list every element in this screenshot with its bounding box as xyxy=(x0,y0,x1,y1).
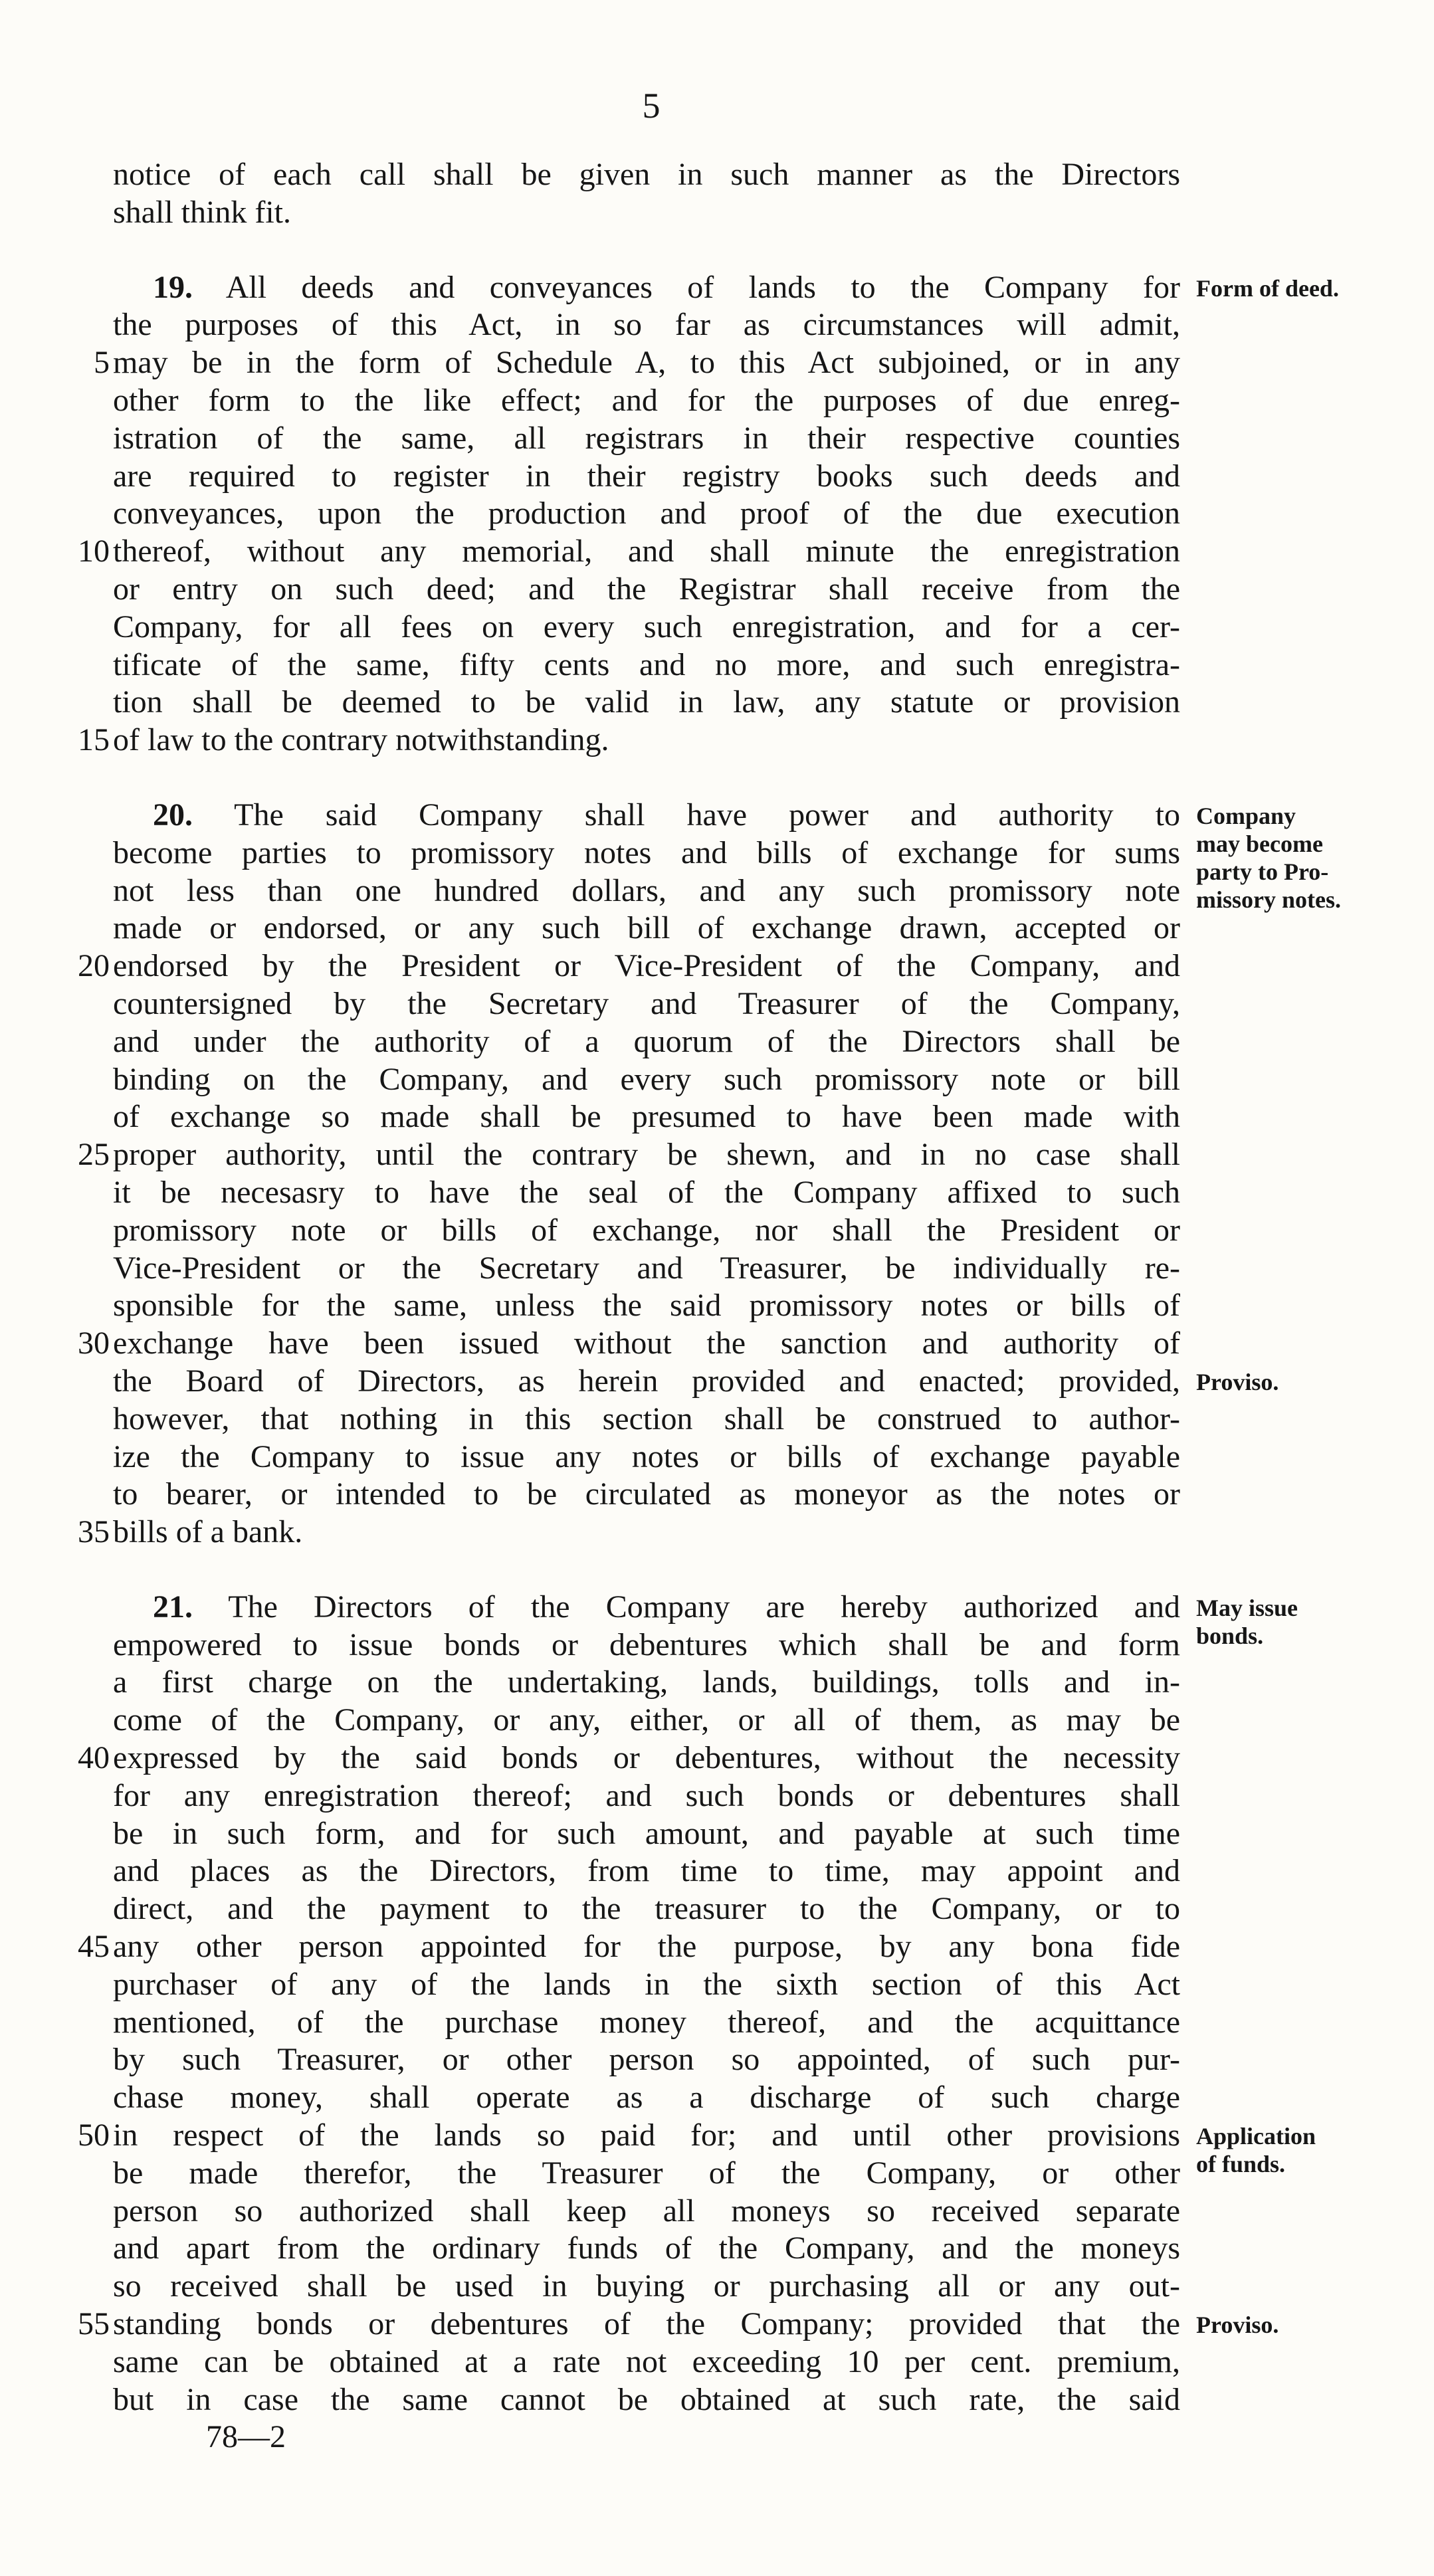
line-number: 15 xyxy=(78,722,110,758)
line-number: 50 xyxy=(78,2118,110,2153)
body-text xyxy=(0,156,1434,2456)
line-number: 35 xyxy=(78,1514,110,1550)
marginal-note-form-of-deed: Form of deed. xyxy=(1196,274,1339,302)
text-line: empowered to issue bonds or debentures which shall be and form xyxy=(113,1627,1180,1662)
text-line: conveyances, upon the production and proof of the due execution xyxy=(113,496,1180,532)
text-line: istration of the same, all registrars in their respective counties xyxy=(113,420,1180,456)
text-line: tion shall be deemed to be valid in law, any statute or provision xyxy=(113,684,1180,720)
text-line: come of the Company, or any, either, or all of them, as may be xyxy=(113,1702,1180,1738)
text-line: of exchange so made shall be presumed to have been made with xyxy=(113,1099,1180,1135)
signature-line xyxy=(0,2419,1434,2456)
line-number: 25 xyxy=(78,1137,110,1173)
text-line: shall think fit. xyxy=(113,194,291,230)
text-line: become parties to promissory notes and bills of exchange for sums xyxy=(113,835,1180,870)
text-line: not less than one hundred dollars, and any such promissory note xyxy=(113,872,1180,908)
text-line: to bearer, or intended to be circulated as moneyor as the notes or xyxy=(113,1476,1180,1512)
section-number: 20. xyxy=(153,797,193,833)
text-line: promissory note or bills of exchange, nor shall the President or xyxy=(113,1212,1180,1248)
page-number: 5 xyxy=(642,86,661,126)
line-number: 10 xyxy=(78,534,110,569)
text-line: binding on the Company, and every such promissory note or bill xyxy=(113,1061,1180,1097)
text-line: same can be obtained at a rate not exceeding 10 per cent. premium, xyxy=(113,2343,1180,2379)
text-line: 20 endorsed by the President or Vice-President of the Company, and xyxy=(0,947,1434,985)
section-number: 21. xyxy=(153,1589,193,1625)
text-line: and apart from the ordinary funds of the Company, and the moneys xyxy=(113,2230,1180,2266)
text-line: Vice-President or the Secretary and Treasurer, be individually re- xyxy=(113,1250,1180,1286)
text-line: person so authorized shall keep all moneys so received separate xyxy=(113,2193,1180,2229)
text-line: ize the Company to issue any notes or bills of exchange payable xyxy=(113,1438,1180,1474)
text-line: purchaser of any of the lands in the sixth section of this Act xyxy=(113,1966,1180,2002)
line-number: 5 xyxy=(94,345,110,381)
section-21-heading: 21. The Directors of the Company are hereby authorized and May issue bonds. xyxy=(0,1589,1434,1627)
line-number: 40 xyxy=(78,1740,110,1776)
text-line: 10 thereof, without any memorial, and shall minute the enregistration xyxy=(0,533,1434,571)
line-number: 55 xyxy=(78,2306,110,2342)
section-number: 19. xyxy=(153,269,193,305)
text-line: notice of each call shall be given in such manner as the Directors xyxy=(113,157,1180,192)
marginal-note-may-issue-bonds: May issue bonds. xyxy=(1196,1594,1298,1649)
printer-signature: 78—2 xyxy=(206,2419,286,2455)
text-line: but in case the same cannot be obtained at such rate, the said xyxy=(113,2381,1180,2417)
text-line: 35 bills of a bank. xyxy=(0,1514,1434,1551)
text-line: Company, for all fees on every such enregistration, and for a cer- xyxy=(113,609,1180,644)
text-line: be in such form, and for such amount, and payable at such time xyxy=(113,1815,1180,1851)
text-line: 45 any other person appointed for the purpose, by any bona fide xyxy=(0,1928,1434,1966)
text-line: 50 in respect of the lands so paid for; and until other provisions Application of funds. xyxy=(0,2117,1434,2155)
text-line: or entry on such deed; and the Registrar shall receive from the xyxy=(113,571,1180,607)
marginal-note-application-of-funds: Application of funds. xyxy=(1196,2123,1316,2178)
marginal-note-proviso: Proviso. xyxy=(1196,1368,1279,1395)
text-line: 55 standing bonds or debentures of the Company; provided that the Proviso. xyxy=(0,2306,1434,2343)
text-line: and under the authority of a quorum of the Directors shall be xyxy=(113,1023,1180,1059)
marginal-note-promissory-notes: Company may become party to Pro- missory notes. xyxy=(1196,802,1341,913)
line-number: 20 xyxy=(78,948,110,984)
text-line: are required to register in their registry books such deeds and xyxy=(113,458,1180,494)
text-line: however, that nothing in this section shall be construed to author- xyxy=(113,1401,1180,1437)
text-line: a first charge on the undertaking, lands, buildings, tolls and in- xyxy=(113,1664,1180,1700)
section-20-heading: 20. The said Company shall have power and authority to Company may become party to Pro- missory notes. xyxy=(0,797,1434,835)
text-line: 40 expressed by the said bonds or debentures, without the necessity xyxy=(0,1739,1434,1777)
text-line: the Board of Directors, as herein provided and enacted; provided, Proviso. xyxy=(0,1363,1434,1401)
text-line: chase money, shall operate as a discharge of such charge xyxy=(113,2080,1180,2116)
text-line: tificate of the same, fifty cents and no more, and such enregistra- xyxy=(113,646,1180,682)
line-number: 45 xyxy=(78,1929,110,1965)
text-line: direct, and the payment to the treasurer to the Company, or to xyxy=(113,1891,1180,1927)
text-line: and places as the Directors, from time to time, may appoint and xyxy=(113,1853,1180,1889)
text-line: made or endorsed, or any such bill of exchange drawn, accepted or xyxy=(113,910,1180,946)
text-line: sponsible for the same, unless the said promissory notes or bills of xyxy=(113,1288,1180,1324)
section-19-heading: 19. All deeds and conveyances of lands to the Company for Form of deed. xyxy=(0,269,1434,307)
text-line: mentioned, of the purchase money thereof, and the acquittance xyxy=(113,2004,1180,2040)
text-line: other form to the like effect; and for the purposes of due enreg- xyxy=(113,382,1180,418)
text-line: 25 proper authority, until the contrary be shewn, and in no case shall xyxy=(0,1136,1434,1174)
text-line: countersigned by the Secretary and Treasurer of the Company, xyxy=(113,985,1180,1021)
marginal-note-proviso: Proviso. xyxy=(1196,2312,1279,2339)
text-line: be made therefor, the Treasurer of the Company, or other xyxy=(113,2155,1180,2191)
text-line: 5 may be in the form of Schedule A, to this Act subjoined, or in any xyxy=(0,344,1434,382)
text-line: it be necesasry to have the seal of the Company affixed to such xyxy=(113,1174,1180,1210)
text-line: the purposes of this Act, in so far as circumstances will admit, xyxy=(113,307,1180,343)
text-line: so received shall be used in buying or purchasing all or any out- xyxy=(113,2268,1180,2304)
text-line: 15 of law to the contrary notwithstanding. xyxy=(0,722,1434,759)
line-number: 30 xyxy=(78,1326,110,1361)
text-line: by such Treasurer, or other person so appointed, of such pur- xyxy=(113,2042,1180,2078)
text-line: for any enregistration thereof; and such bonds or debentures shall xyxy=(113,1777,1180,1813)
text-line: 30 exchange have been issued without the sanction and authority of xyxy=(0,1325,1434,1363)
